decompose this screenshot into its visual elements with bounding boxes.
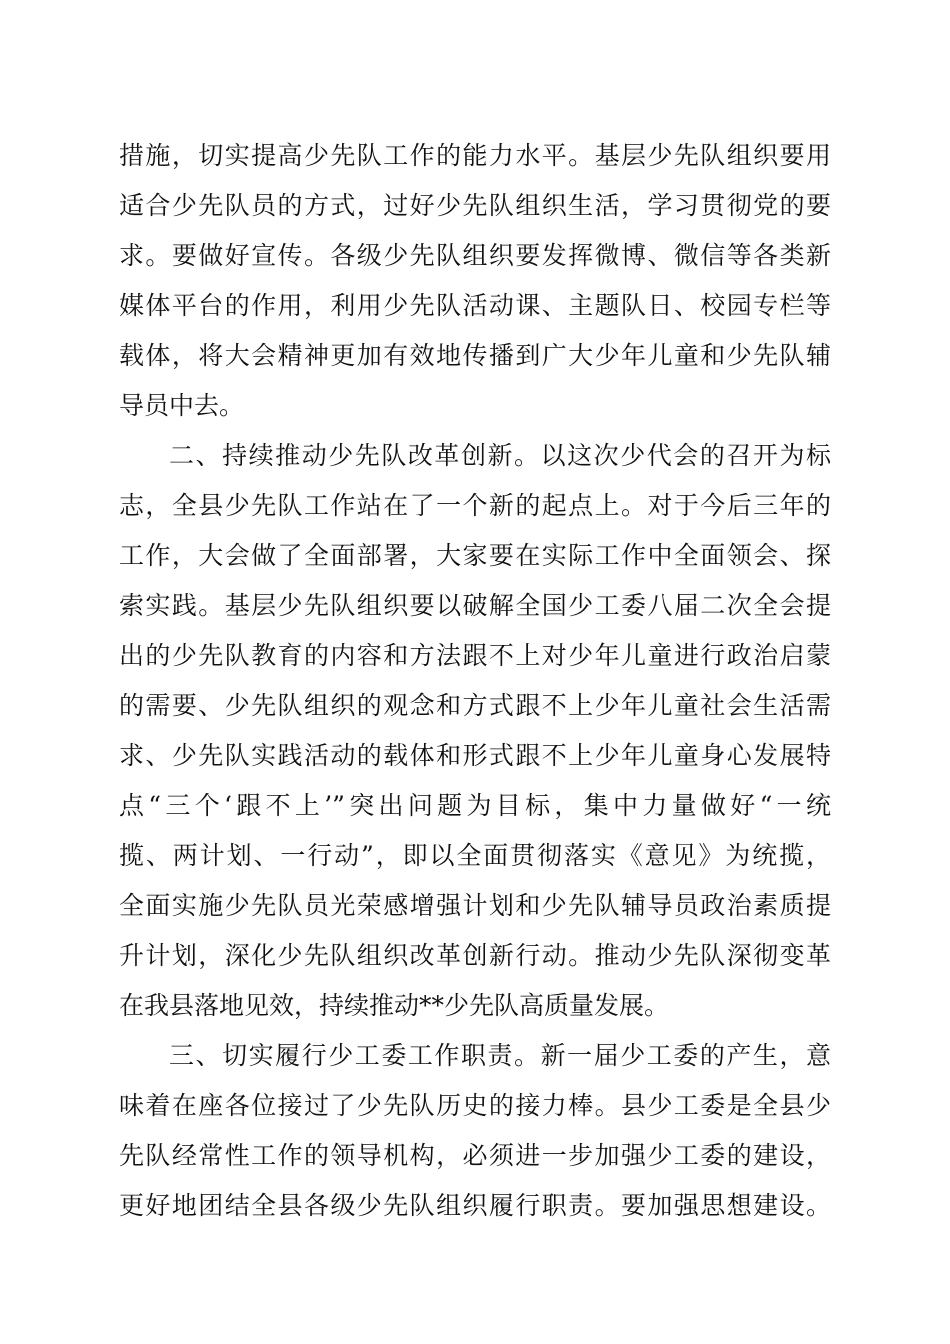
text-line: 导员中去。 — [119, 391, 245, 420]
paragraph-first-line: 二、持续推动少先队改革创新。以这次少代会的召开为标 — [169, 441, 831, 470]
text-line: 媒体平台的作用，利用少先队活动课、主题队日、校园专栏等 — [119, 291, 831, 320]
text-line: 升计划，深化少先队组织改革创新行动。推动少先队深彻变革 — [119, 941, 831, 970]
text-line: 点“三个‘跟不上’”突出问题为目标，集中力量做好“一统 — [119, 791, 831, 820]
text-line: 更好地团结全县各级少先队组织履行职责。要加强思想建设。 — [119, 1191, 831, 1220]
text-line: 先队经常性工作的领导机构，必须进一步加强少工委的建设， — [119, 1141, 831, 1170]
text-line: 适合少先队员的方式，过好少先队组织生活，学习贯彻党的要 — [119, 191, 831, 220]
paragraph-first-line: 三、切实履行少工委工作职责。新一届少工委的产生，意 — [169, 1041, 831, 1070]
text-line: 出的少先队教育的内容和方法跟不上对少年儿童进行政治启蒙 — [119, 641, 831, 670]
text-line: 索实践。基层少先队组织要以破解全国少工委八届二次全会提 — [119, 591, 831, 620]
text-line: 的需要、少先队组织的观念和方式跟不上少年儿童社会生活需 — [119, 691, 831, 720]
text-line: 志，全县少先队工作站在了一个新的起点上。对于今后三年的 — [119, 491, 831, 520]
text-line: 求。要做好宣传。各级少先队组织要发挥微博、微信等各类新 — [119, 241, 831, 270]
text-line: 工作，大会做了全面部署，大家要在实际工作中全面领会、探 — [119, 541, 831, 570]
text-line: 载体，将大会精神更加有效地传播到广大少年儿童和少先队辅 — [119, 341, 831, 370]
text-line: 在我县落地见效，持续推动**少先队高质量发展。 — [119, 991, 670, 1020]
text-line: 求、少先队实践活动的载体和形式跟不上少年儿童身心发展特 — [119, 741, 831, 770]
text-line: 揽、两计划、一行动”，即以全面贯彻落实《意见》为统揽， — [119, 841, 831, 870]
text-line: 全面实施少先队员光荣感增强计划和少先队辅导员政治素质提 — [119, 891, 831, 920]
text-line: 味着在座各位接过了少先队历史的接力棒。县少工委是全县少 — [119, 1091, 831, 1120]
text-line: 措施，切实提高少先队工作的能力水平。基层少先队组织要用 — [119, 141, 831, 170]
